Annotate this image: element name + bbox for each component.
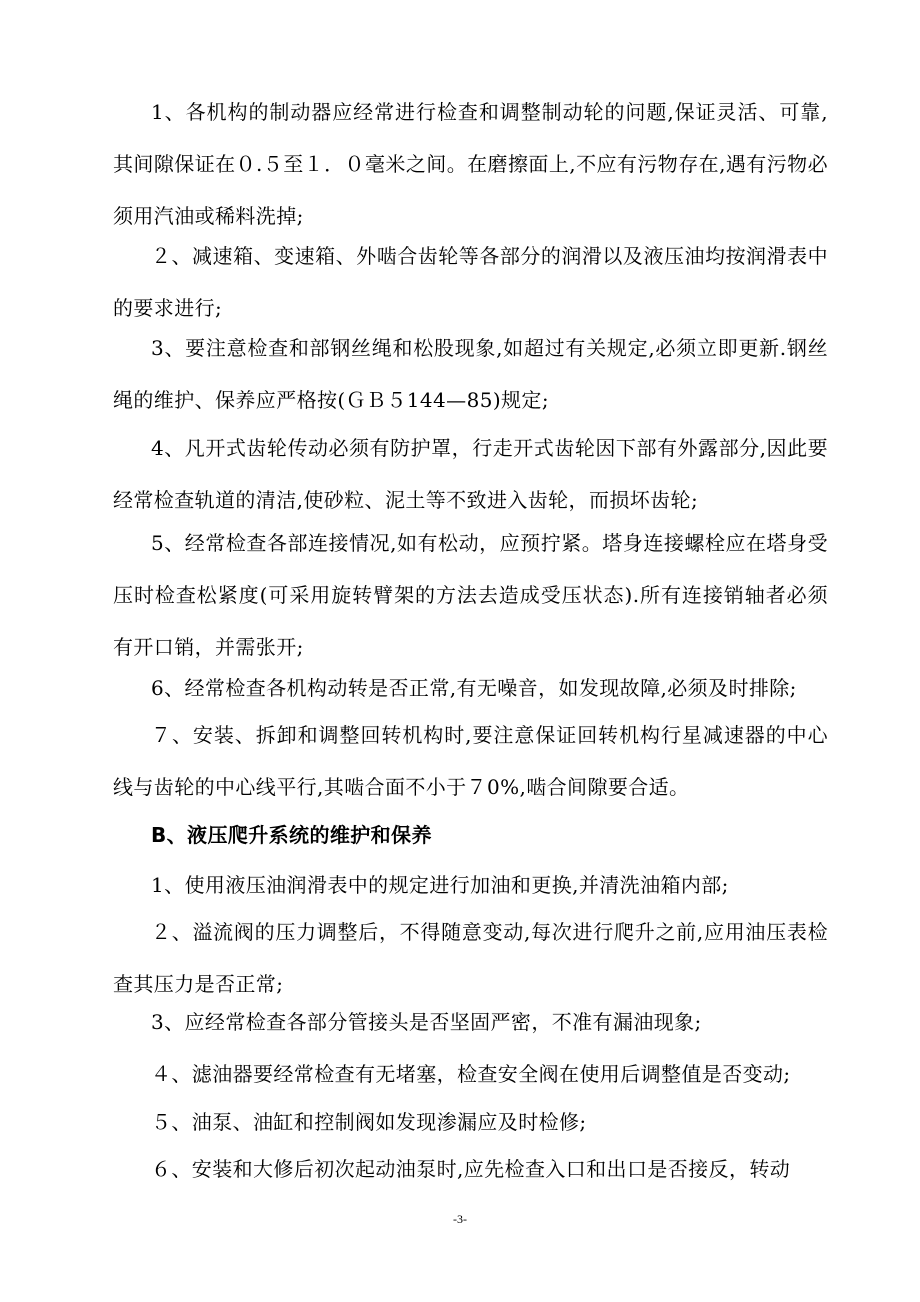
paragraph-b5: ５、油泵、油缸和控制阀如发现渗漏应及时检修; [151,1110,587,1134]
paragraph-a2: ２、减速箱、变速箱、外啮合齿轮等各部分的润滑以及液压油均按润滑表中的要求进行; [113,244,828,320]
paragraph-a4: 4、凡开式齿轮传动必须有防护罩，行走开式齿轮因下部有外露部分,因此要经常检查轨道的清洁,使砂粒、泥土等不致进入齿轮，而损坏齿轮; [113,436,828,512]
paragraph-a5: 5、经常检查各部连接情况,如有松动，应预拧紧。塔身连接螺栓应在塔身受压时检查松紧度(可采用旋转臂架的方法去造成受压状态).所有连接销轴者必须有开口销，并需张开; [113,531,828,659]
paragraph-a1: 1、各机构的制动器应经常进行检查和调整制动轮的问题,保证灵活、可靠,其间隙保证在０.５至１．０毫米之间。在磨擦面上,不应有污物存在,遇有污物必须用汽油或稀料洗掉; [113,100,828,228]
section-b-heading: B、液压爬升系统的维护和保养 [151,823,432,847]
paragraph-b1: 1、使用液压油润滑表中的规定进行加油和更换,并清洗油箱内部; [151,873,729,897]
paragraph-b2: ２、溢流阀的压力调整后，不得随意变动,每次进行爬升之前,应用油压表检查其压力是否正常; [113,920,828,996]
paragraph-b4: ４、滤油器要经常检查有无堵塞，检查安全阀在使用后调整值是否变动; [151,1062,791,1086]
page-number: -3- [453,1212,467,1226]
paragraph-a7: ７、安装、拆卸和调整回转机构时,要注意保证回转机构行星减速器的中心线与齿轮的中心线平行,其啮合面不小于７0%,啮合间隙要合适。 [113,723,828,799]
paragraph-a3: 3、要注意检查和部钢丝绳和松股现象,如超过有关规定,必须立即更新.钢丝绳的维护、保养应严格按(ＧＢ５144—85)规定; [113,336,828,412]
paragraph-b3: 3、应经常检查各部分管接头是否坚固严密，不准有漏油现象; [151,1010,702,1034]
paragraph-b6: ６、安装和大修后初次起动油泵时,应先检查入口和出口是否接反，转动 [151,1157,791,1181]
paragraph-a6: 6、经常检查各机构动转是否正常,有无噪音，如发现故障,必须及时排除; [151,676,797,700]
